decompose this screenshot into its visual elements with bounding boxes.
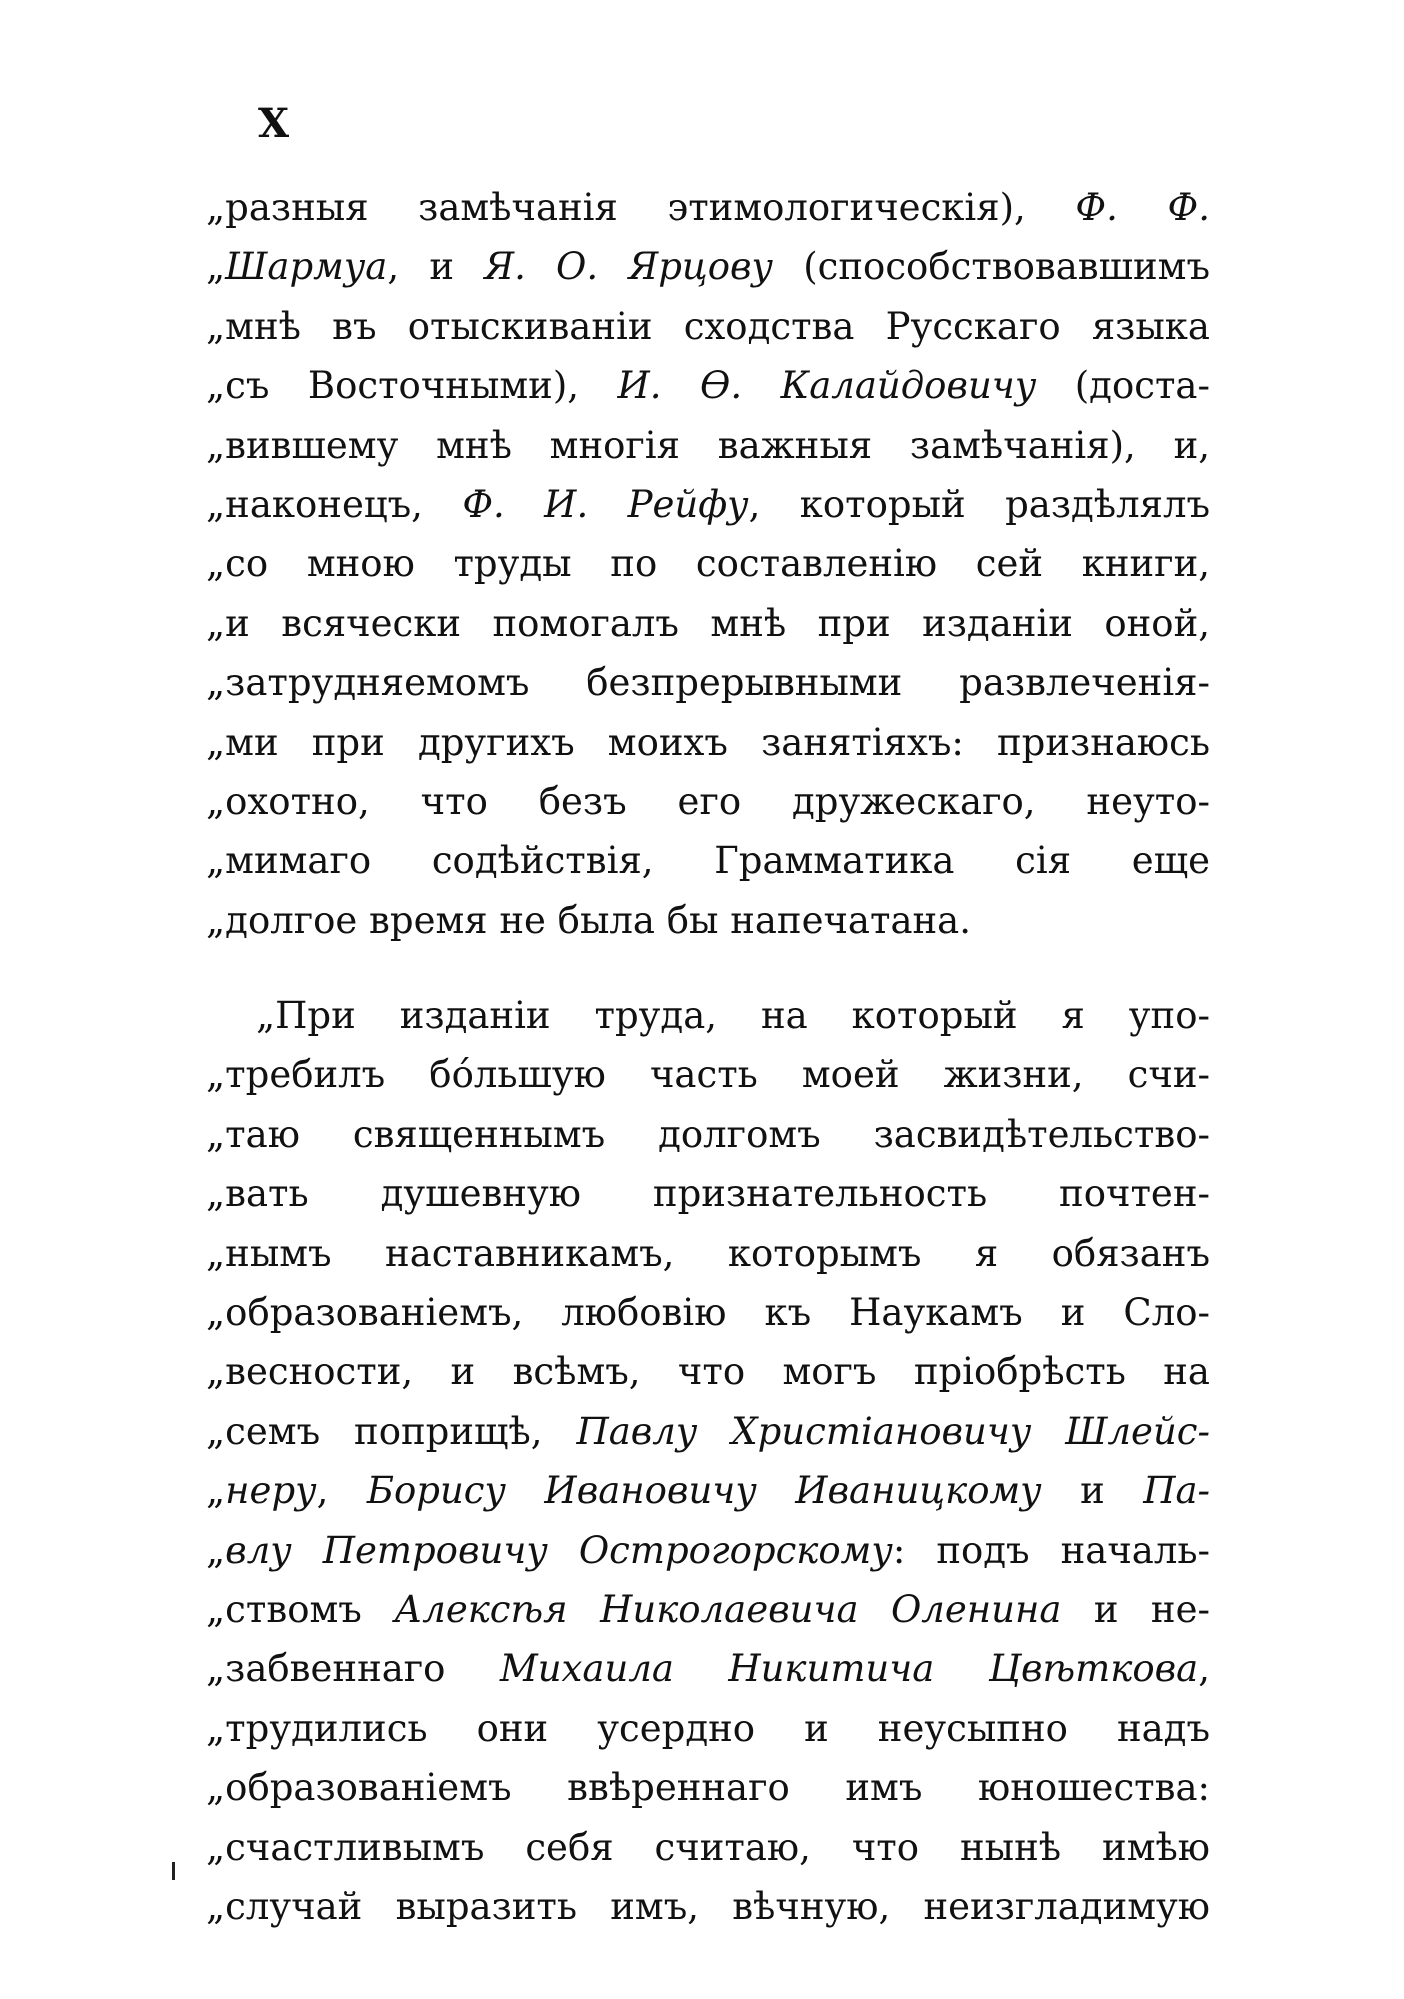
text-segment: „наконецъ, bbox=[206, 482, 463, 526]
text-line bbox=[206, 1699, 1210, 1758]
text-segment: „затрудняемомъ безпрерывными развлеченія- bbox=[206, 661, 1210, 705]
text-segment: „мнѣ въ отыскиваніи сходства Русскаго языка bbox=[206, 304, 1210, 348]
text-line bbox=[206, 1105, 1210, 1164]
text-line bbox=[206, 178, 1210, 237]
text-segment: „разныя замѣчанія этимологическія), bbox=[206, 186, 1076, 229]
italic-name: Я. О. Ярцову bbox=[484, 245, 774, 289]
italic-name: Ф. И. Рейфу bbox=[462, 482, 749, 526]
text-segment: , bbox=[1198, 1647, 1210, 1691]
text-line bbox=[206, 891, 1210, 950]
italic-name: Павлу Христіановичу Шлейс- bbox=[576, 1409, 1210, 1453]
text-segment: „образованіемъ ввѣреннаго имъ юношества: bbox=[206, 1766, 1210, 1810]
text-segment: и bbox=[1041, 1469, 1144, 1513]
text-line bbox=[206, 772, 1210, 831]
text-segment: „съ Восточными), bbox=[206, 364, 618, 408]
text-segment: , и bbox=[387, 245, 485, 289]
text-segment: „весности, и всѣмъ, что могъ пріобрѣсть на bbox=[206, 1350, 1210, 1394]
text-segment: , который раздѣлялъ bbox=[748, 482, 1210, 526]
italic-name: И. Ѳ. Калайдовичу bbox=[617, 364, 1037, 408]
italic-name: Ф. Ф. bbox=[1075, 186, 1210, 229]
text-segment: „охотно, что безъ его дружескаго, неуто- bbox=[206, 779, 1210, 823]
text-segment: „мимаго содѣйствія, Грамматика сія еще bbox=[206, 839, 1210, 883]
text-segment: „со мною труды по составленію сей книги, bbox=[206, 542, 1210, 586]
text-line bbox=[206, 1580, 1210, 1639]
text-segment: , bbox=[316, 1469, 367, 1513]
text-line bbox=[206, 1461, 1210, 1520]
text-segment: и не- bbox=[1061, 1587, 1210, 1631]
text-segment: „забвеннаго bbox=[206, 1647, 500, 1691]
text-segment: „семъ поприщѣ, bbox=[206, 1409, 577, 1453]
text-line bbox=[206, 1402, 1210, 1461]
text-line bbox=[206, 1283, 1210, 1342]
text-line bbox=[206, 831, 1210, 890]
page-number: X bbox=[258, 100, 291, 147]
text-segment: „ bbox=[206, 1528, 226, 1572]
text-line bbox=[206, 475, 1210, 534]
italic-name: Па- bbox=[1143, 1469, 1210, 1513]
text-segment: „таю священнымъ долгомъ засвидѣтельство- bbox=[206, 1112, 1210, 1156]
text-segment: „При изданіи труда, на который я упо- bbox=[256, 994, 1210, 1038]
ink-mark bbox=[172, 1862, 175, 1880]
text-segment: „ bbox=[206, 245, 226, 289]
text-line bbox=[206, 1877, 1210, 1936]
italic-name: Алексѣя Николаевича Оленина bbox=[394, 1587, 1062, 1631]
text-line bbox=[206, 1758, 1210, 1817]
body-text bbox=[206, 178, 1210, 1936]
italic-name: Борису Ивановичу Иваницкому bbox=[366, 1469, 1042, 1513]
text-segment: „и всячески помогалъ мнѣ при изданіи оной, bbox=[206, 601, 1210, 645]
text-line bbox=[206, 713, 1210, 772]
text-line bbox=[206, 1164, 1210, 1223]
text-line bbox=[206, 986, 1210, 1045]
text-segment: (способствовавшимъ bbox=[773, 245, 1210, 289]
text-line bbox=[206, 1342, 1210, 1401]
text-segment: „нымъ наставникамъ, которымъ я обязанъ bbox=[206, 1231, 1210, 1275]
text-segment: „счастливымъ себя считаю, что нынѣ имѣю bbox=[206, 1825, 1210, 1869]
text-line bbox=[206, 534, 1210, 593]
text-line bbox=[206, 1639, 1210, 1698]
italic-name: неру bbox=[225, 1469, 317, 1513]
text-line bbox=[206, 594, 1210, 653]
text-segment: (доста- bbox=[1036, 364, 1210, 408]
text-line bbox=[206, 1521, 1210, 1580]
text-segment: „ствомъ bbox=[206, 1587, 395, 1631]
text-segment: „вившему мнѣ многія важныя замѣчанія), и, bbox=[206, 423, 1210, 467]
text-segment: „образованіемъ, любовію къ Наукамъ и Сло- bbox=[206, 1291, 1210, 1335]
text-line bbox=[206, 653, 1210, 712]
text-segment: „долгое время не была бы напечатана. bbox=[206, 898, 972, 942]
text-segment: „требилъ бо́льшую часть моей жизни, счи- bbox=[206, 1053, 1210, 1097]
italic-name: Шармуа bbox=[225, 245, 388, 289]
text-line bbox=[206, 297, 1210, 356]
text-line bbox=[206, 356, 1210, 415]
text-segment: „ bbox=[206, 1469, 226, 1513]
text-segment: „случай выразить имъ, вѣчную, неизгладимую bbox=[206, 1884, 1210, 1928]
text-line bbox=[206, 237, 1210, 296]
text-segment: „ми при другихъ моихъ занятіяхъ: признаюсь bbox=[206, 720, 1210, 764]
text-segment: „вать душевную признательность почтен- bbox=[206, 1172, 1210, 1216]
italic-name: влу Петровичу Острогорскому bbox=[225, 1528, 893, 1572]
italic-name: Михаила Никитича Цвѣткова bbox=[499, 1647, 1199, 1691]
text-line bbox=[206, 416, 1210, 475]
text-line bbox=[206, 1224, 1210, 1283]
text-line bbox=[206, 1045, 1210, 1104]
text-segment: : подъ началь- bbox=[892, 1528, 1210, 1572]
text-segment: „трудились они усердно и неусыпно надъ bbox=[206, 1706, 1210, 1750]
text-line bbox=[206, 1818, 1210, 1877]
